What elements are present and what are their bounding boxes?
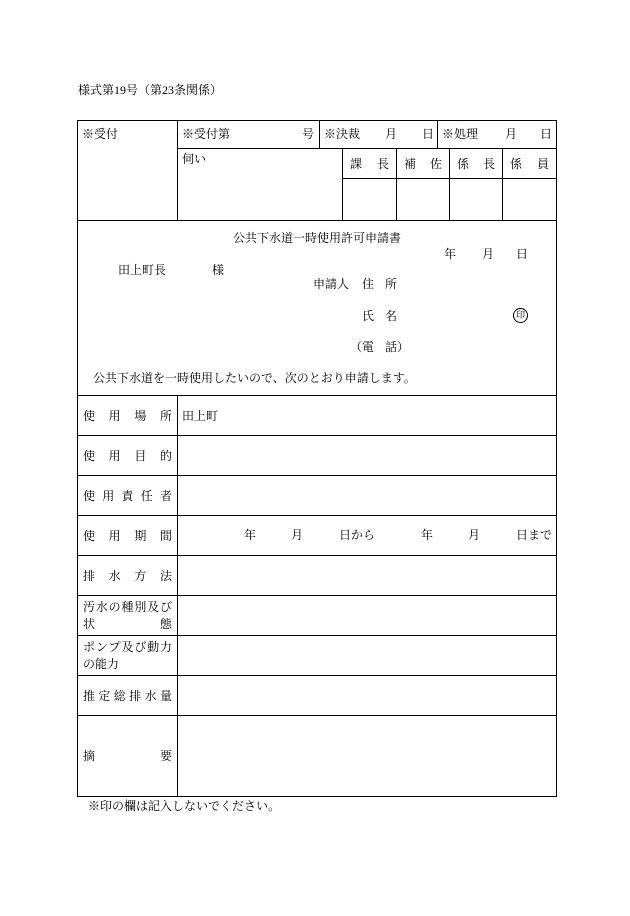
decision-month: 月 [385, 127, 398, 141]
label-cell-purpose [77, 435, 178, 476]
decision-cell [319, 120, 438, 149]
date-month-label: 月 [482, 247, 495, 261]
address-label: 住 所 [362, 277, 397, 291]
approver-label: 補 佐 [404, 156, 442, 171]
period-end-day: 日まで [516, 528, 553, 542]
phone-close-paren: ） [397, 340, 410, 354]
value-cell-drainage-method [177, 555, 557, 596]
value-cell-period [177, 515, 557, 556]
value-cell-sewage-type [177, 595, 557, 636]
application-title: 公共下水道一時使用許可申請書 [232, 231, 401, 245]
row-label: 使 用 場 所 [83, 408, 172, 423]
period-start-day: 日から [339, 528, 376, 542]
form-number: 様式第19号（第23条関係） [78, 83, 223, 97]
footer-note: ※印の欄は記入しないでください。 [88, 799, 281, 813]
period-start-year: 年 [244, 528, 257, 542]
period-end-month: 月 [468, 528, 481, 542]
label-cell-estimated-discharge [77, 675, 178, 716]
label-cell-location [77, 395, 178, 436]
processing-cell [437, 120, 557, 149]
label-cell-pump-capacity [77, 635, 178, 676]
label-cell-drainage-method [77, 555, 178, 596]
period-start-month: 月 [291, 528, 304, 542]
value-cell-purpose [177, 435, 557, 476]
label-cell-responsible-person [77, 475, 178, 516]
row-label: 使 用 目 的 [83, 448, 172, 463]
approver-label: 係 長 [457, 156, 495, 171]
processing-month: 月 [505, 127, 518, 141]
honorific: 様 [212, 263, 225, 277]
applicant-label: 申請人 [313, 277, 350, 291]
period-end-year: 年 [421, 528, 434, 542]
reception-cell [77, 120, 178, 221]
phone-open-paren: （ [350, 340, 363, 354]
application-section [77, 220, 557, 396]
row-label: 使 用 期 間 [83, 528, 172, 543]
approver-header-assistant [396, 148, 450, 179]
row-label: 排 水 方 法 [83, 568, 172, 583]
label-cell-period [77, 515, 178, 556]
reception-number-cell [177, 120, 320, 149]
approver-header-subsection-chief [449, 148, 503, 179]
processing-day: 日 [540, 127, 553, 141]
approver-label: 係 員 [510, 156, 549, 171]
reception-number-label: ※受付第 [182, 127, 231, 141]
inquiry-label: 伺い [182, 152, 207, 166]
decision-day: 日 [422, 127, 435, 141]
approver-stamp-cell [396, 178, 450, 221]
value-cell-estimated-discharge [177, 675, 557, 716]
phone-label: 電 話 [362, 340, 397, 354]
addressee: 田上町長 [118, 263, 167, 277]
approver-label: 課 長 [350, 156, 389, 171]
reception-number-suffix: 号 [301, 127, 314, 141]
row-label-line-1: 汚 水 の 種 別 及 び [83, 599, 172, 614]
value-cell-pump-capacity [177, 635, 557, 676]
value-cell-responsible-person [177, 475, 557, 516]
value-cell-remarks [177, 715, 557, 797]
row-label: 摘 要 [83, 749, 172, 763]
row-label-line-2: 状 態 [83, 616, 172, 631]
approver-stamp-cell [342, 178, 397, 221]
row-label-line-1: ポ ン プ 及 び 動 力 [83, 639, 172, 654]
label-cell-sewage-type [77, 595, 178, 636]
location-value: 田上町 [182, 408, 219, 423]
approver-header-staff [502, 148, 557, 179]
approver-stamp-cell [502, 178, 557, 221]
row-label: 使 用 責 任 者 [83, 488, 172, 503]
value-cell-location [177, 395, 557, 436]
row-label-line-2: の能力 [83, 656, 120, 671]
application-statement: 公共下水道を一時使用したいので、次のとおり申請します。 [93, 371, 416, 385]
approver-stamp-cell [449, 178, 503, 221]
label-cell-remarks [77, 715, 178, 797]
seal-mark: 印 [513, 308, 528, 323]
name-label: 氏 名 [362, 309, 397, 323]
decision-label: ※決裁 [324, 127, 361, 141]
inquiry-cell [177, 148, 343, 221]
date-year-label: 年 [444, 247, 457, 261]
date-day-label: 日 [516, 247, 529, 261]
processing-label: ※処理 [442, 127, 479, 141]
reception-label: ※受付 [82, 127, 119, 141]
row-label: 推 定 総 排 水 量 [83, 688, 172, 703]
approver-header-section-chief [342, 148, 397, 179]
